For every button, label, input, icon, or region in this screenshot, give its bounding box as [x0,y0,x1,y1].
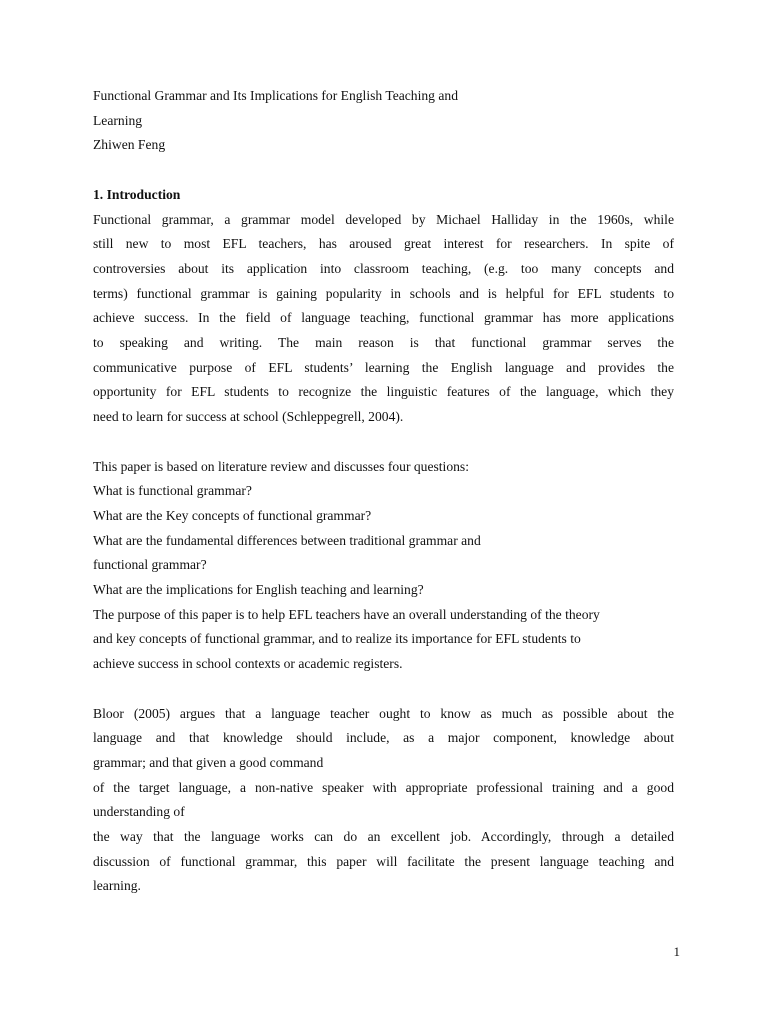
paragraph-line: need to learn for success at school (Schleppegrell, 2004). [93,409,404,425]
page-number: 1 [673,944,680,959]
paragraph-line: Functional grammar, a grammar model developed by Michael Halliday in the 1960s, while [93,211,674,227]
question-item: What are the Key concepts of functional grammar? [93,507,372,523]
paragraph-line: achieve success in school contexts or academic registers. [93,656,403,672]
paragraph-line: terms) functional grammar is gaining popularity in schools and is helpful for EFL students to [93,285,674,301]
document-title-line-2: Learning [93,112,143,128]
paragraph-line: of the target language, a non-native speaker with appropriate professional training and a good [93,779,674,795]
spacer [93,158,674,183]
paragraph-line: to speaking and writing. The main reason is that functional grammar serves the [93,335,674,351]
document-author: Zhiwen Feng [93,137,166,153]
question-item: What is functional grammar? [93,483,252,499]
paragraph-line: understanding of [93,804,185,820]
paragraph-line: grammar; and that given a good command [93,754,324,770]
paragraph-bloor [93,702,674,900]
paragraph-line: and key concepts of functional grammar, and to realize its importance for EFL students to [93,631,581,647]
paragraph-line: communicative purpose of EFL students’ learning the English language and provides the [93,359,674,375]
paragraph-introduction [93,208,674,430]
spacer [93,677,674,702]
question-item: What are the fundamental differences between traditional grammar and [93,532,481,548]
paragraph-line: This paper is based on literature review and discusses four questions: [93,458,469,474]
question-item: What are the implications for English teaching and learning? [93,582,424,598]
question-item: functional grammar? [93,557,207,573]
paragraph-line: the way that the language works can do an excellent job. Accordingly, through a detailed [93,829,674,845]
paragraph-line: achieve success. In the field of language teaching, functional grammar has more applications [93,310,674,326]
paragraph-line: discussion of functional grammar, this paper will facilitate the present language teaching and [93,853,674,869]
paragraph-line: controversies about its application into classroom teaching, (e.g. too many concepts and [93,260,674,276]
spacer [93,430,674,455]
paragraph-questions [93,455,674,677]
paragraph-line: Bloor (2005) argues that a language teacher ought to know as much as possible about the [93,705,674,721]
paragraph-line: still new to most EFL teachers, has aroused great interest for researchers. In spite of [93,236,674,252]
paragraph-line: learning. [93,878,141,894]
page-content [93,84,674,899]
paragraph-line: opportunity for EFL students to recognize the linguistic features of the language, which they [93,384,674,400]
section-heading: 1. Introduction [93,186,181,202]
paragraph-line: The purpose of this paper is to help EFL teachers have an overall understanding of the theory [93,606,600,622]
document-title-line-1: Functional Grammar and Its Implications for English Teaching and [93,88,458,103]
paragraph-line: language and that knowledge should include, as a major component, knowledge about [93,730,674,746]
